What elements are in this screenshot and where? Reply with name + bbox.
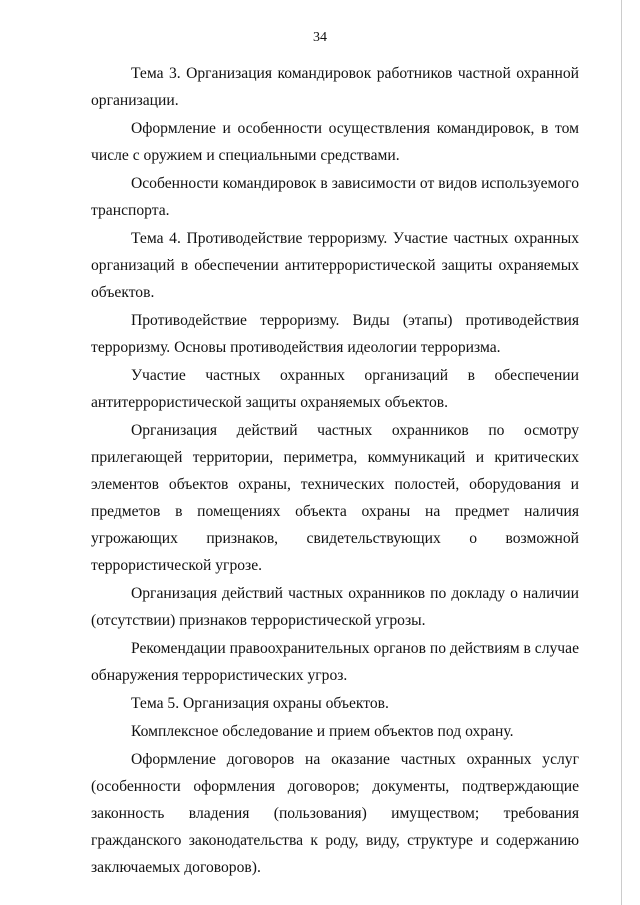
paragraph-comprehensive-inspection: Комплексное обследование и прием объектов под охрану. <box>131 723 514 740</box>
paragraph-topic-4-title: Тема 4. Противодействие терроризму. Участие частных охранных организаций в обеспечении антитеррористической защиты охраняемых объектов. <box>91 230 579 301</box>
scan-edge-line <box>621 0 622 905</box>
paragraph-inspection-actions: Организация действий частных охранников по осмотру прилегающей территории, периметра, коммуникаций и критических элементов объектов охраны, технических полостей, оборудования и предметов в помещениях объекта охраны на предмет наличия угрожающих признаков, свидетельствующих о возможной террористической угрозе. <box>91 422 579 574</box>
document-body <box>91 60 579 882</box>
paragraph-law-enforcement-recommendations: Рекомендации правоохранительных органов по действиям в случае обнаружения террористических угроз. <box>91 640 579 684</box>
page-number: 34 <box>313 30 327 45</box>
paragraph-transport-features: Особенности командировок в зависимости от видов используемого транспорта. <box>91 175 579 219</box>
paragraph-reporting-actions: Организация действий частных охранников по докладу о наличии (отсутствии) признаков террористической угрозы. <box>91 585 579 629</box>
paragraph-topic-5-title: Тема 5. Организация охраны объектов. <box>131 695 389 712</box>
paragraph-security-participation: Участие частных охранных организаций в обеспечении антитеррористической защиты охраняемых объектов. <box>91 367 579 411</box>
paragraph-contract-registration: Оформление договоров на оказание частных охранных услуг (особенности оформления договоров; документы, подтверждающие законность владения (пользования) имуществом; требования гражданского законодательства к роду, виду, структуре и содержанию заключаемых договоров). <box>91 751 579 876</box>
paragraph-topic-3-title: Тема 3. Организация командировок работников частной охранной организации. <box>91 65 579 109</box>
paragraph-business-trips-registration: Оформление и особенности осуществления командировок, в том числе с оружием и специальными средствами. <box>91 120 579 164</box>
paragraph-counter-terrorism-basics: Противодействие терроризму. Виды (этапы) противодействия терроризму. Основы противодействия идеологии терроризма. <box>91 312 579 356</box>
